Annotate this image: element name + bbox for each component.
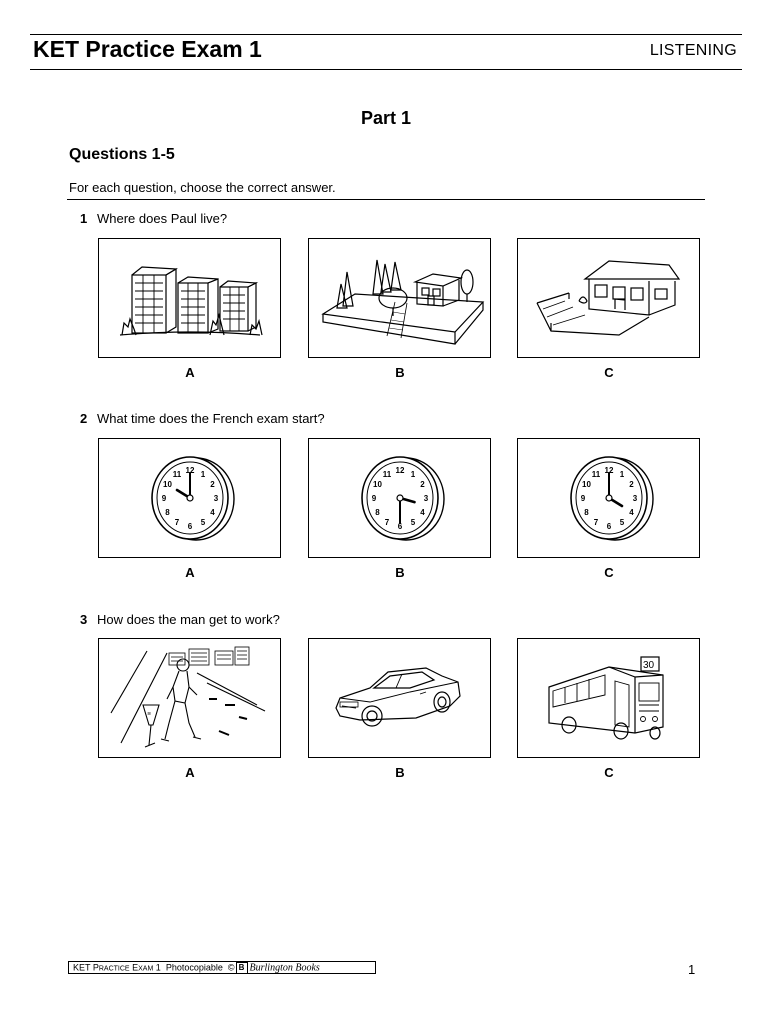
- svg-text:3: 3: [423, 494, 428, 503]
- house-with-garden-icon: [315, 248, 485, 348]
- svg-text:12: 12: [604, 466, 613, 475]
- footer-credit: [68, 961, 376, 974]
- questions-range: Questions 1-5: [69, 146, 175, 163]
- section-label: LISTENING: [649, 42, 737, 59]
- svg-text:2: 2: [209, 480, 215, 489]
- svg-text:6: 6: [397, 522, 402, 531]
- svg-text:9: 9: [580, 494, 585, 503]
- option-image-box[interactable]: [308, 638, 491, 758]
- svg-text:8: 8: [583, 508, 589, 517]
- option-label: B: [395, 765, 405, 780]
- part-title: Part 1: [360, 108, 412, 128]
- clock-icon: [559, 448, 659, 548]
- instruction-rule: [67, 199, 705, 200]
- bus-icon: [539, 653, 679, 743]
- svg-text:7: 7: [384, 518, 389, 528]
- svg-text:3: 3: [632, 494, 637, 503]
- clock-icon: [140, 448, 240, 548]
- burlington-logo-icon: B: [236, 962, 248, 974]
- svg-text:9: 9: [161, 494, 166, 503]
- svg-text:4: 4: [209, 508, 215, 517]
- header-bottom-rule: [30, 69, 742, 70]
- footer-exam-e: E: [129, 962, 139, 973]
- option-image-box[interactable]: [308, 438, 491, 558]
- page-number: 1: [688, 962, 696, 977]
- header-top-rule: [30, 34, 742, 35]
- footer-photocopiable: Photocopiable: [165, 962, 223, 973]
- option-image-box[interactable]: [517, 238, 700, 358]
- question-number: 3: [80, 612, 88, 627]
- svg-text:7: 7: [593, 518, 598, 528]
- man-walking-icon: [107, 643, 272, 753]
- svg-text:5: 5: [410, 518, 415, 528]
- svg-text:1: 1: [410, 469, 415, 479]
- option-label: C: [604, 365, 614, 380]
- option-label: B: [395, 365, 405, 380]
- svg-text:10: 10: [372, 480, 382, 489]
- svg-text:6: 6: [606, 522, 611, 531]
- footer-publisher: Burlington Books: [249, 962, 320, 974]
- apartment-buildings-icon: [110, 253, 270, 343]
- option-label: B: [395, 565, 405, 580]
- question-text: What time does the French exam start?: [97, 411, 325, 426]
- question-number: 2: [80, 411, 88, 426]
- svg-text:11: 11: [591, 469, 600, 479]
- option-label: C: [604, 565, 614, 580]
- svg-text:3: 3: [213, 494, 218, 503]
- bus-route-number: 30: [642, 660, 654, 671]
- option-image-box[interactable]: [308, 238, 491, 358]
- footer-exam-xam: XAM: [138, 965, 154, 973]
- option-label: A: [185, 365, 195, 380]
- option-image-box[interactable]: [517, 638, 700, 758]
- svg-text:6: 6: [187, 522, 192, 531]
- svg-text:10: 10: [162, 480, 172, 489]
- option-image-box[interactable]: [517, 438, 700, 558]
- svg-text:7: 7: [174, 518, 179, 528]
- car-icon: [330, 658, 470, 738]
- option-image-box[interactable]: [98, 238, 281, 358]
- svg-text:≋: ≋: [147, 711, 152, 717]
- footer-copyright: ©: [227, 962, 235, 973]
- svg-text:5: 5: [200, 518, 205, 528]
- footer-exam-num: 1: [153, 962, 161, 973]
- svg-text:12: 12: [185, 466, 194, 475]
- question-text: Where does Paul live?: [97, 211, 228, 226]
- svg-text:10: 10: [581, 480, 591, 489]
- svg-text:1: 1: [200, 469, 205, 479]
- svg-text:11: 11: [382, 469, 391, 479]
- svg-text:2: 2: [628, 480, 634, 489]
- option-label: A: [185, 565, 195, 580]
- exam-title: KET Practice Exam 1: [33, 36, 262, 62]
- svg-text:12: 12: [395, 466, 404, 475]
- svg-text:2: 2: [419, 480, 425, 489]
- footer-exam-ractice: RACTICE: [98, 965, 130, 973]
- option-label: A: [185, 765, 195, 780]
- instruction-text: For each question, choose the correct answer.: [69, 180, 336, 195]
- bungalow-house-icon: [529, 253, 689, 343]
- option-image-box[interactable]: [98, 638, 281, 758]
- option-label: C: [604, 765, 614, 780]
- option-image-box[interactable]: [98, 438, 281, 558]
- svg-text:4: 4: [419, 508, 425, 517]
- svg-text:8: 8: [374, 508, 380, 517]
- clock-icon: [350, 448, 450, 548]
- svg-text:5: 5: [619, 518, 624, 528]
- svg-text:11: 11: [172, 469, 181, 479]
- svg-text:9: 9: [371, 494, 376, 503]
- question-number: 1: [80, 211, 88, 226]
- svg-text:8: 8: [164, 508, 170, 517]
- svg-text:4: 4: [628, 508, 634, 517]
- svg-text:1: 1: [619, 469, 624, 479]
- question-text: How does the man get to work?: [97, 612, 280, 627]
- footer-exam-ket: KET P: [73, 962, 99, 973]
